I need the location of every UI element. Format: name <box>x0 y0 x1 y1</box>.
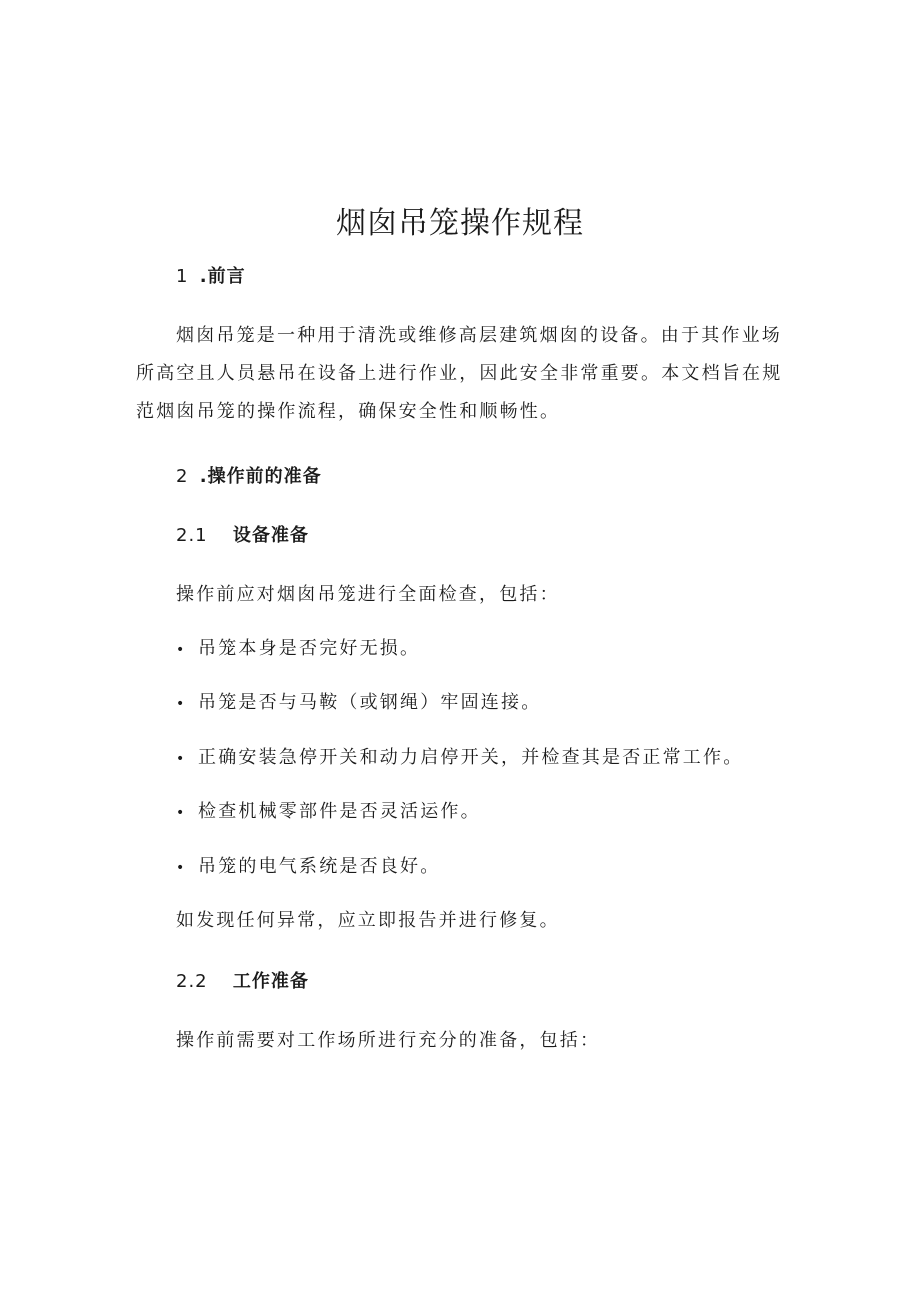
list-item <box>176 634 420 660</box>
list-item-text: 正确安装急停开关和动力启停开关，并检查其是否正常工作。 <box>198 747 744 768</box>
list-item-text: 吊笼的电气系统是否良好。 <box>198 856 441 877</box>
section-number: 1 <box>176 266 189 287</box>
list-item-text: 吊笼本身是否完好无损。 <box>198 638 421 659</box>
section-heading-preparation <box>176 462 322 488</box>
subsection-number: 2.1 <box>176 525 208 546</box>
list-item <box>176 743 743 769</box>
list-item-text: 吊笼是否与马鞍（或钢绳）牢固连接。 <box>198 692 542 713</box>
subsection-title: 设备准备 <box>232 525 309 546</box>
work-lead-text: 操作前需要对工作场所进行充分的准备，包括： <box>176 1030 601 1051</box>
section-title: .操作前的准备 <box>199 466 322 487</box>
list-item <box>176 688 541 714</box>
bullet-icon: • <box>176 805 187 821</box>
list-item <box>176 797 481 823</box>
section-number: 2 <box>176 466 189 487</box>
subsection-number: 2.2 <box>176 971 208 992</box>
subsection-heading-work <box>176 967 309 993</box>
equipment-lead-text: 操作前应对烟囱吊笼进行全面检查，包括： <box>176 584 560 605</box>
section-heading-preface <box>176 262 246 288</box>
subsection-title: 工作准备 <box>232 971 309 992</box>
section-title: .前言 <box>199 266 246 287</box>
document-title: 烟囱吊笼操作规程 <box>336 206 584 241</box>
intro-paragraph: 烟囱吊笼是一种用于清洗或维修高层建筑烟囱的设备。由于其作业场所高空且人员悬吊在设备上进行作业，因此安全非常重要。本文档旨在规范烟囱吊笼的操作流程，确保安全性和顺畅性。 <box>136 325 783 422</box>
bullet-icon: • <box>176 696 187 712</box>
subsection-heading-equipment <box>176 521 309 547</box>
list-item <box>176 852 440 878</box>
equipment-tail-text: 如发现任何异常，应立即报告并进行修复。 <box>176 910 560 931</box>
bullet-icon: • <box>176 751 187 767</box>
bullet-icon: • <box>176 642 187 658</box>
bullet-icon: • <box>176 860 187 876</box>
list-item-text: 检查机械零部件是否灵活运作。 <box>198 801 481 822</box>
